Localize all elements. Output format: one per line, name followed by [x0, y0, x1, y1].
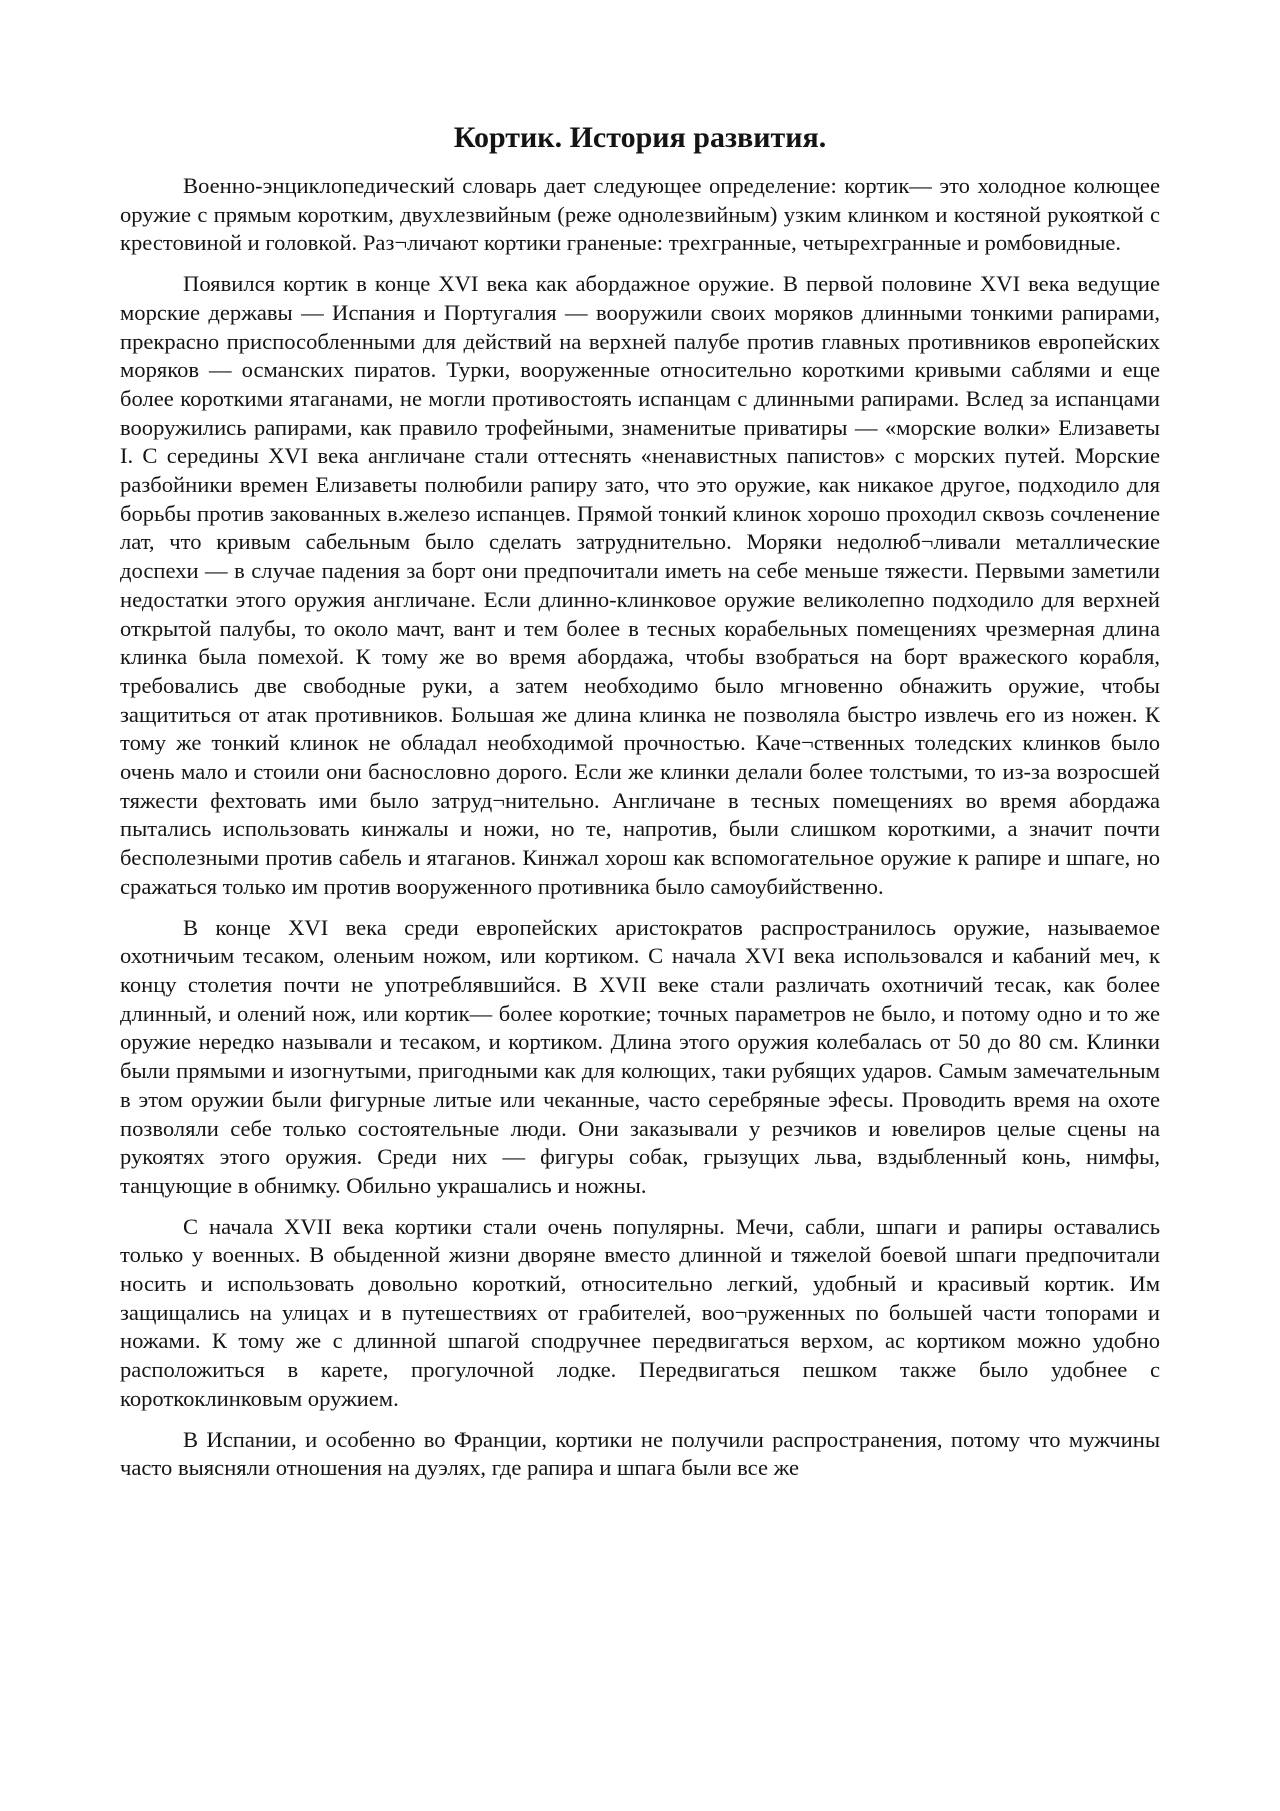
paragraph-popularity: С начала XVII века кортики стали очень популярны. Мечи, сабли, шпаги и рапиры оставались только у военных. В обыденной жизни дворяне вместо длинной и тяжелой боевой шпаги предпочитали носить и использовать довольно короткий, относительно легкий, удобный и красивый кортик. Им защищались на улицах и в путешествиях от грабителей, воо¬руженных по большей части топорами и ножами. К тому же с длинной шпагой сподручнее передвигаться верхом, ас кортиком можно удобно расположиться в карете, прогулочной лодке. Передвигаться пешком также было удобнее с короткоклинковым оружием.: [120, 1213, 1160, 1411]
paragraph-definition: Военно-энциклопедический словарь дает следующее определение: кортик— это холодное колющее оружие с прямым коротким, двухлезвийным (реже однолезвийным) узким клинком и костяной рукояткой с крестовиной и головкой. Раз¬личают кортики граненые: трехгранные, четырехгранные и ромбовидные.: [120, 173, 1160, 256]
paragraph-hunting-weapon: В конце XVI века среди европейских аристократов распространилось оружие, называемое охотничьим тесаком, оленьим ножом, или кортиком. С начала XVI века использовался и кабаний меч, к концу столетия почти не употреблявшийся. В XVII веке стали различать охотничий тесак, как более длинный, и олений нож, или кортик— более короткие; точных параметров не было, и потому одно и то же оружие нередко называли и тесаком, и кортиком. Длина этого оружия колебалась от 50 до 80 см. Клинки были прямыми и изогнутыми, пригодными как для колющих, таки рубящих ударов. Самым замечательным в этом оружии были фигурные литые или чеканные, часто серебряные эфесы. Проводить время на охоте позволяли себе только состоятельные люди. Они заказывали у резчиков и ювелиров целые сцены на рукоятях этого оружия. Среди них — фигуры собак, грызущих льва, вздыбленный конь, нимфы, танцующие в обнимку. Обильно украшались и ножны.: [120, 914, 1160, 1198]
paragraph-origin: Появился кортик в конце XVI века как абордажное оружие. В первой половине XVI века ведущие морские державы — Испания и Португалия — вооружили своих моряков длинными тонкими рапирами, прекрасно приспособленными для действий на верхней палубе против главных противников европейских моряков — османских пиратов. Турки, вооруженные относительно короткими кривыми саблями и еще более короткими ятаганами, не могли противостоять испанцам с длинными рапирами. Вслед за испанцами вооружились рапирами, как правило трофейными, знаменитые приватиры — «морские волки» Елизаветы I. С середины XVI века англичане стали оттеснять «ненавистных папистов» с морских путей. Морские разбойники времен Елизаветы полюбили рапиру зато, что это оружие, как никакое другое, подходило для борьбы против закованных в.железо испанцев. Прямой тонкий клинок хорошо проходил сквозь сочленение лат, что кривым сабельным было сделать затруднительно. Моряки недолюб¬ливали металлические доспехи — в случае падения за борт они предпочитали иметь на себе меньше тяжести. Первыми заметили недостатки этого оружия англичане. Если длинно-клинковое оружие великолепно подходило для верхней открытой палубы, то около мачт, вант и тем более в тесных корабельных помещениях чрезмерная длина клинка была помехой. К тому же во время абордажа, чтобы взобраться на борт вражеского корабля, требовались две свободные руки, а затем необходимо было мгновенно обнажить оружие, чтобы защититься от атак противников. Большая же длина клинка не позволяла быстро извлечь его из ножен. К тому же тонкий клинок не обладал необходимой прочностью. Каче¬ственных толедских клинков было очень мало и стоили они баснословно дорого. Если же клинки делали более толстыми, то из-за возросшей тяжести фехтовать ими было затруд¬нительно. Англичане в тесных помещениях во время абордажа пытались использовать кинжалы и ножи, но те, напротив, были слишком короткими, а значит почти бесполезными против сабель и ятаганов. Кинжал хорош как вспомогательное оружие к рапире и шпаге, но сражаться только им против вооруженного противника было самоубийственно.: [120, 271, 1160, 899]
document-title: Кортик. История развития.: [453, 121, 827, 154]
document-body: [120, 118, 1160, 1483]
paragraph-spain-france: В Испании, и особенно во Франции, кортики не получили распространения, потому что мужчины часто выясняли отношения на дуэлях, где рапира и шпага были все же: [120, 1426, 1160, 1481]
